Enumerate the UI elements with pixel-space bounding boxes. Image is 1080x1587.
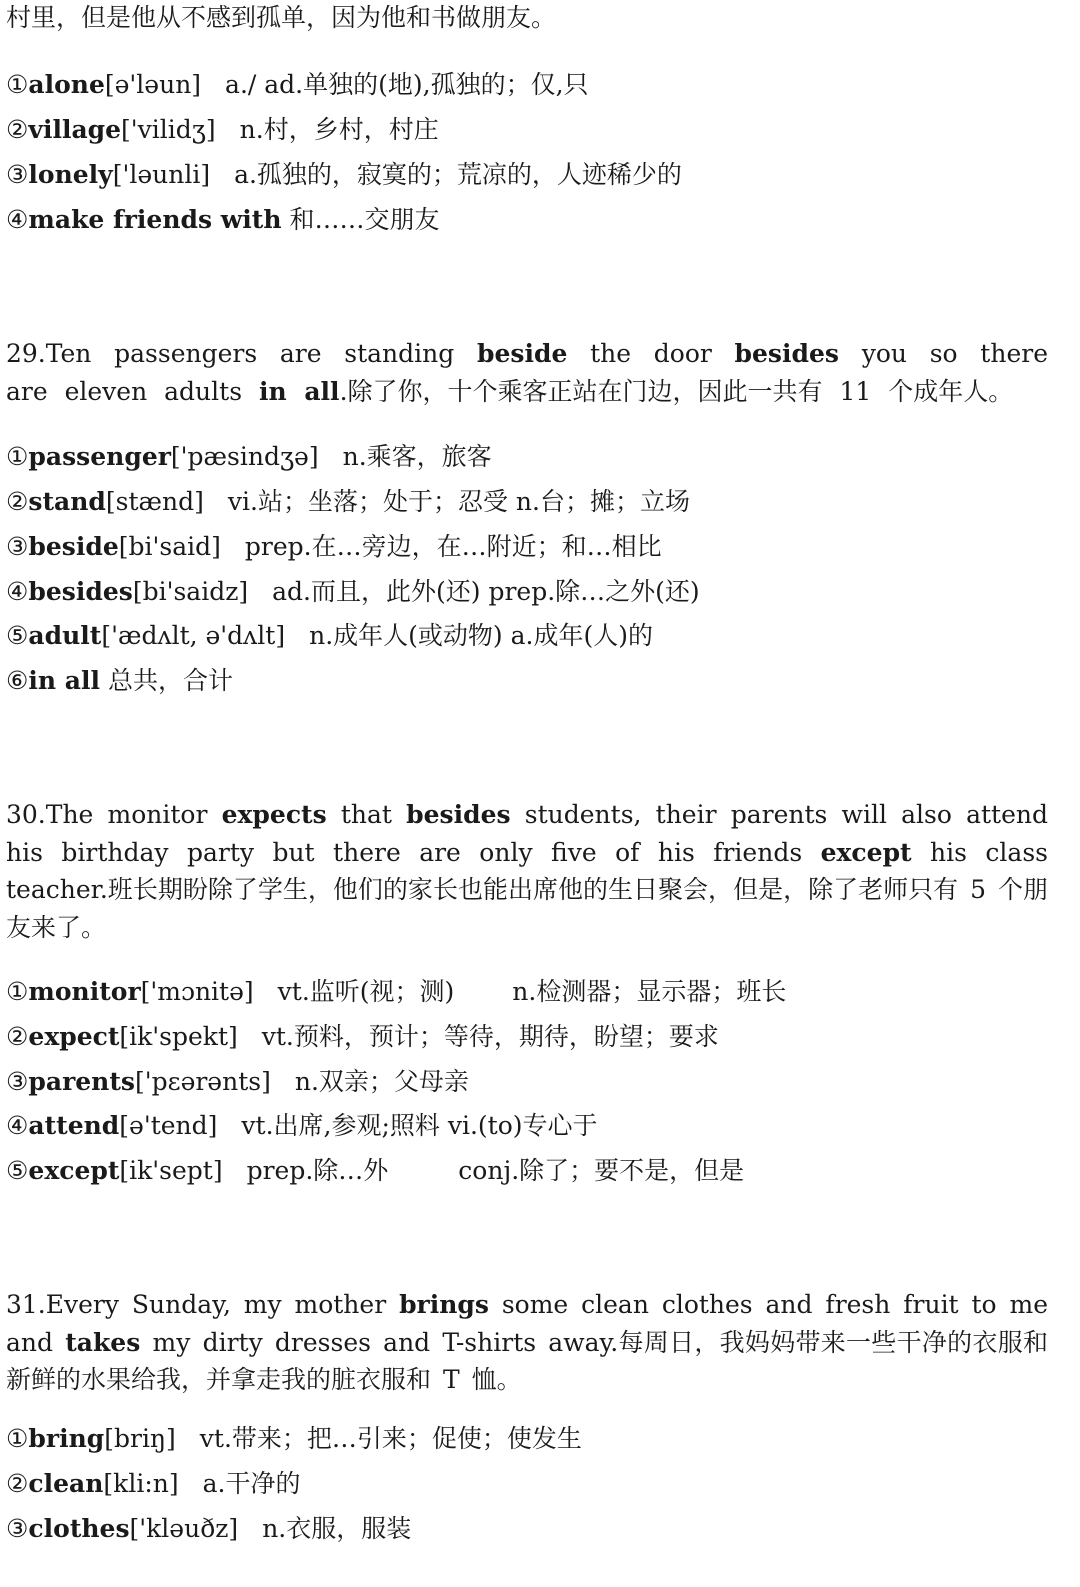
vocab-word: attend xyxy=(28,1111,120,1140)
definition: 总共，合计 xyxy=(107,666,233,695)
vocab-entry: ③clothes['kləuðz] n.衣服，服装 xyxy=(6,1514,412,1543)
vocab-entry: ①bring[briŋ] vt.带来；把…引来；促使；使发生 xyxy=(6,1424,582,1453)
phonetic: ['mɔnitə] xyxy=(140,977,254,1006)
vocab-word: monitor xyxy=(28,977,141,1006)
vocab-word: village xyxy=(28,115,122,144)
vocab-word: stand xyxy=(28,487,106,516)
vocab-entry: ⑤adult['ædʌlt, ə'dʌlt] n.成年人(或动物) a.成年(人)的 xyxy=(6,621,653,650)
phonetic: [ə'tend] xyxy=(119,1111,218,1140)
phonetic: ['ædʌlt, ə'dʌlt] xyxy=(101,621,286,650)
vocab-entry: ③lonely['ləunli] a.孤独的，寂寞的；荒凉的，人迹稀少的 xyxy=(6,160,682,189)
definition-extra: conj.除了；要不是，但是 xyxy=(458,1156,745,1185)
keyword: except xyxy=(820,837,912,867)
vocab-word: beside xyxy=(28,532,119,561)
vocab-word: passenger xyxy=(28,442,171,471)
sentence-number: 30. xyxy=(6,800,46,829)
definition: 和……交朋友 xyxy=(289,205,440,234)
definition: n.成年人(或动物) a.成年(人)的 xyxy=(309,621,653,650)
keyword: besides xyxy=(406,800,511,829)
phonetic: ['vilidʒ] xyxy=(121,115,216,144)
phonetic: [ik'spekt] xyxy=(119,1022,238,1051)
intro-line: 村里，但是他从不感到孤单，因为他和书做朋友。 xyxy=(6,3,557,32)
definition: a./ ad.单独的(地),孤独的；仅,只 xyxy=(225,70,589,99)
keyword: beside xyxy=(477,339,568,368)
vocab-word: besides xyxy=(28,577,133,606)
definition: n.乘客，旅客 xyxy=(342,442,492,471)
vocab-word: adult xyxy=(28,621,102,650)
definition: n.双亲；父母亲 xyxy=(294,1067,469,1096)
definition: vt.预料，预计；等待，期待，盼望；要求 xyxy=(261,1022,719,1051)
sentence-29: 29.Ten passengers are standing beside the door besides you so there are eleven adults in all.除了你，十个乘客正站在门边，因此一共有 11 个成年人。 xyxy=(6,339,1048,406)
vocab-word: except xyxy=(28,1156,120,1185)
vocab-entry: ③beside[bi'said] prep.在…旁边，在…附近；和…相比 xyxy=(6,532,662,561)
phonetic: [briŋ] xyxy=(104,1424,176,1453)
vocab-entry: ④besides[bi'saidz] ad.而且，此外(还) prep.除…之外(还) xyxy=(6,577,700,606)
vocab-entry: ②clean[kli:n] a.干净的 xyxy=(6,1469,301,1498)
phonetic: [ik'sept] xyxy=(119,1156,223,1185)
keyword: in all xyxy=(258,376,340,406)
vocab-word: bring xyxy=(28,1424,105,1453)
definition: vt.带来；把…引来；促使；使发生 xyxy=(199,1424,582,1453)
keyword: takes xyxy=(65,1327,141,1357)
phonetic: ['ləunli] xyxy=(112,160,211,189)
vocab-entry: ④make friends with 和……交朋友 xyxy=(6,205,440,234)
vocab-entry: ④attend[ə'tend] vt.出席,参观;照料 vi.(to)专心于 xyxy=(6,1111,598,1140)
definition: a.干净的 xyxy=(202,1469,301,1498)
vocab-word: clean xyxy=(28,1469,104,1498)
definition: vt.监听(视；测) xyxy=(277,977,455,1006)
keyword: brings xyxy=(399,1290,489,1319)
phonetic: ['pεərənts] xyxy=(134,1067,271,1096)
phonetic: ['pæsindʒə] xyxy=(170,442,319,471)
vocab-entry: ①alone[ə'ləun] a./ ad.单独的(地),孤独的；仅,只 xyxy=(6,70,589,99)
vocab-word: parents xyxy=(28,1067,135,1096)
vocab-entry: ①monitor['mɔnitə] vt.监听(视；测) n.检测器；显示器；班长 xyxy=(6,977,787,1006)
definition: a.孤独的，寂寞的；荒凉的，人迹稀少的 xyxy=(234,160,682,189)
phonetic: [kli:n] xyxy=(103,1469,179,1498)
vocab-entry: ③parents['pεərənts] n.双亲；父母亲 xyxy=(6,1067,469,1096)
vocab-word: lonely xyxy=(28,160,113,189)
phonetic: [bi'said] xyxy=(118,532,221,561)
definition: ad.而且，此外(还) prep.除…之外(还) xyxy=(272,577,700,606)
phonetic: [bi'saidz] xyxy=(132,577,249,606)
vocab-entry: ②village['vilidʒ] n.村，乡村，村庄 xyxy=(6,115,439,144)
keyword: expects xyxy=(221,800,327,829)
vocab-entry: ⑤except[ik'sept] prep.除…外 conj.除了；要不是，但是 xyxy=(6,1156,745,1185)
definition: prep.在…旁边，在…附近；和…相比 xyxy=(244,532,662,561)
vocab-entry: ②expect[ik'spekt] vt.预料，预计；等待，期待，盼望；要求 xyxy=(6,1022,719,1051)
vocab-word: make friends with xyxy=(28,205,282,234)
definition: prep.除…外 xyxy=(246,1156,389,1185)
sentence-30: 30.The monitor expects that besides students, their parents will also attend his birthday party but there are only five of his friends except his class teacher.班长期盼除了学生，他们的家长也能出席他的生日聚会，但是，除了老师只有 5 个朋友来了。 xyxy=(6,800,1048,942)
vocab-word: alone xyxy=(28,70,105,99)
vocab-entry: ①passenger['pæsindʒə] n.乘客，旅客 xyxy=(6,442,492,471)
phonetic: [stænd] xyxy=(105,487,204,516)
vocab-word: clothes xyxy=(28,1514,130,1543)
definition: n.村，乡村，村庄 xyxy=(239,115,439,144)
sentence-number: 29. xyxy=(6,339,46,368)
vocab-entry: ⑥in all 总共，合计 xyxy=(6,666,233,695)
phonetic: ['kləuðz] xyxy=(129,1514,239,1543)
phonetic: [ə'ləun] xyxy=(104,70,202,99)
sentence-number: 31. xyxy=(6,1290,46,1319)
vocab-word: expect xyxy=(28,1022,120,1051)
definition: n.衣服，服装 xyxy=(262,1514,412,1543)
definition: vi.站；坐落；处于；忍受 n.台；摊；立场 xyxy=(227,487,690,516)
definition: vt.出席,参观;照料 vi.(to)专心于 xyxy=(241,1111,598,1140)
keyword: besides xyxy=(734,339,839,368)
sentence-31: 31.Every Sunday, my mother brings some clean clothes and fresh fruit to me and takes my dirty dresses and T-shirts away.每周日，我妈妈带来一些干净的衣服和新鲜的水果给我，并拿走我的脏衣服和 T 恤。 xyxy=(6,1290,1048,1394)
vocab-entry: ②stand[stænd] vi.站；坐落；处于；忍受 n.台；摊；立场 xyxy=(6,487,690,516)
vocab-word: in all xyxy=(28,666,100,695)
definition-extra: n.检测器；显示器；班长 xyxy=(512,977,787,1006)
